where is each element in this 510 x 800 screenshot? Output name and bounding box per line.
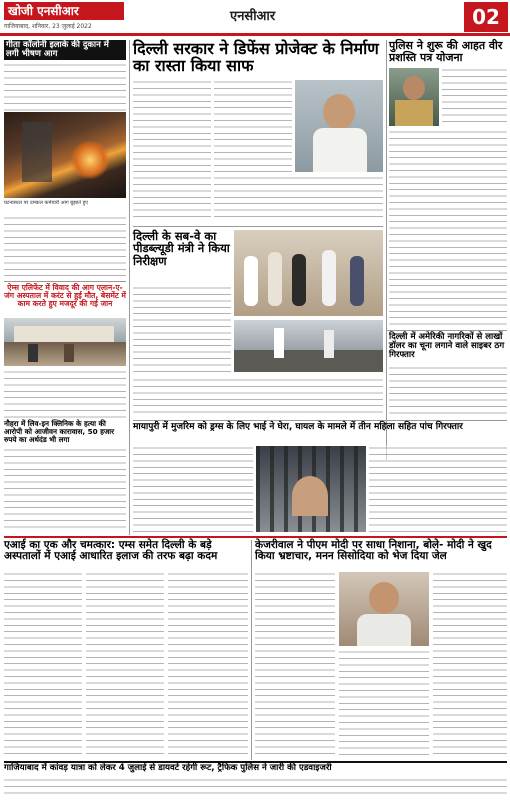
gang-body-1 [133, 446, 253, 532]
divider [129, 40, 130, 535]
masthead [0, 0, 510, 36]
fraud-story [389, 333, 507, 361]
defence-body-1 [133, 80, 211, 222]
divider [4, 536, 507, 538]
kejriwal-headline: केजरीवाल ने पीएम मोदी पर साधा निशाना, बोले- मोदी ने खुद किया भ्रष्टाचार, मनन सिसोदिया को भेज दिया जेल [255, 539, 492, 563]
hospital-photo [4, 318, 126, 366]
defence-body-2 [214, 80, 292, 172]
defence-headline: दिल्ली सरकार ने डिफेंस प्रोजेक्ट के निर्माण का रास्ता किया साफ [133, 39, 379, 76]
aap-headline: एआई का एक और चमत्कार: एम्स समेत दिल्ली के बड़े अस्पतालों में एआई आधारित इलाज की तरफ बढ़ा कदम [4, 539, 218, 563]
defence-story [133, 40, 383, 75]
aap-body-2 [86, 572, 164, 758]
fire-headline: गीता कॉलोनी इलाके की दुकान में लगी भीषण आग [4, 40, 126, 60]
date-line: गाजियाबाद, शनिवार, 23 जुलाई 2022 [4, 23, 92, 30]
pwd-body-1 [133, 286, 231, 376]
defence-body-3 [214, 176, 383, 222]
gang-story [133, 423, 507, 433]
divider [4, 281, 126, 282]
police-body-1 [442, 68, 507, 126]
fire-caption: घटनास्थल पर दमकल कर्मचारी आग बुझाते हुए [4, 200, 89, 206]
kejriwal-body-3 [433, 572, 507, 758]
fraud-headline: दिल्ली में अमेरिकी नागरिकों से लाखों डॉलर का चूना लगाने वाले साइबर ठग गिरफ्तार [389, 332, 505, 361]
kejriwal-body-1 [255, 572, 335, 758]
kejriwal-photo [295, 80, 383, 172]
divider [133, 420, 507, 421]
police-body-2 [389, 130, 507, 326]
murder-headline: नौहरा में लिव-इन क्लिनिक के हत्या की आरोपी को आजीवन कारावास, 50 हजार रुपये का अर्थदंड भी लगा [4, 419, 115, 444]
murder-story [4, 420, 126, 443]
hospital-story [4, 284, 126, 309]
traffic-body [4, 778, 507, 798]
kejriwal-bottom-photo [339, 572, 429, 646]
aap-body-1 [4, 572, 82, 758]
divider [386, 40, 387, 460]
kejriwal-story [255, 540, 507, 563]
aap-body-3 [168, 572, 248, 758]
hospital-headline: ऐम्स एलिफेंट में विवाद की आग एलान-ए-जंग अस्पताल में करंट से हुई मौत, बेसमेंट में काम करते हुए मजदूर की गई जान [4, 283, 126, 309]
pwd-photo-1 [234, 230, 383, 316]
police-headline: पुलिस ने शुरू की आहत वीर प्रशस्ति पत्र योजना [389, 39, 503, 64]
divider [386, 330, 507, 331]
fraud-body [389, 366, 507, 416]
fire-body [4, 63, 126, 115]
police-officer-photo [389, 68, 439, 126]
pwd-headline: दिल्ली के सब-वे का पीडब्ल्यूडी मंत्री ने किया निरीक्षण [133, 229, 230, 268]
murder-body [4, 448, 126, 530]
brand-name: खोजी एनसीआर [4, 2, 124, 20]
fire-photo [4, 112, 126, 198]
divider [251, 540, 252, 760]
gang-photo [256, 446, 366, 532]
pwd-body-2 [133, 378, 383, 416]
section-title: एनसीआर [230, 9, 276, 24]
police-story [389, 40, 507, 64]
gang-body-2 [369, 446, 507, 532]
traffic-headline: गाजियाबाद में कांवड़ यात्रा को लेकर 4 जुलाई से डायवर्ट रहेगी रूट, ट्रैफिक पुलिस ने जारी की एडवाइजरी [4, 763, 332, 773]
kejriwal-body-2 [339, 650, 429, 758]
pwd-story [133, 230, 231, 267]
divider [133, 226, 383, 227]
gang-headline: मायापुरी में मुजरिम को ड्रग्स के लिए भाई ने घेरा, घायल के मामले में तीन महिला सहित पांच गिरफ्तार [133, 422, 463, 432]
fire-story [4, 40, 126, 115]
fire-body-2 [4, 216, 126, 278]
aap-story [4, 540, 248, 563]
pwd-photo-2 [234, 320, 383, 372]
hospital-body [4, 370, 126, 418]
page-number: 02 [464, 2, 508, 32]
traffic-story [4, 764, 507, 773]
